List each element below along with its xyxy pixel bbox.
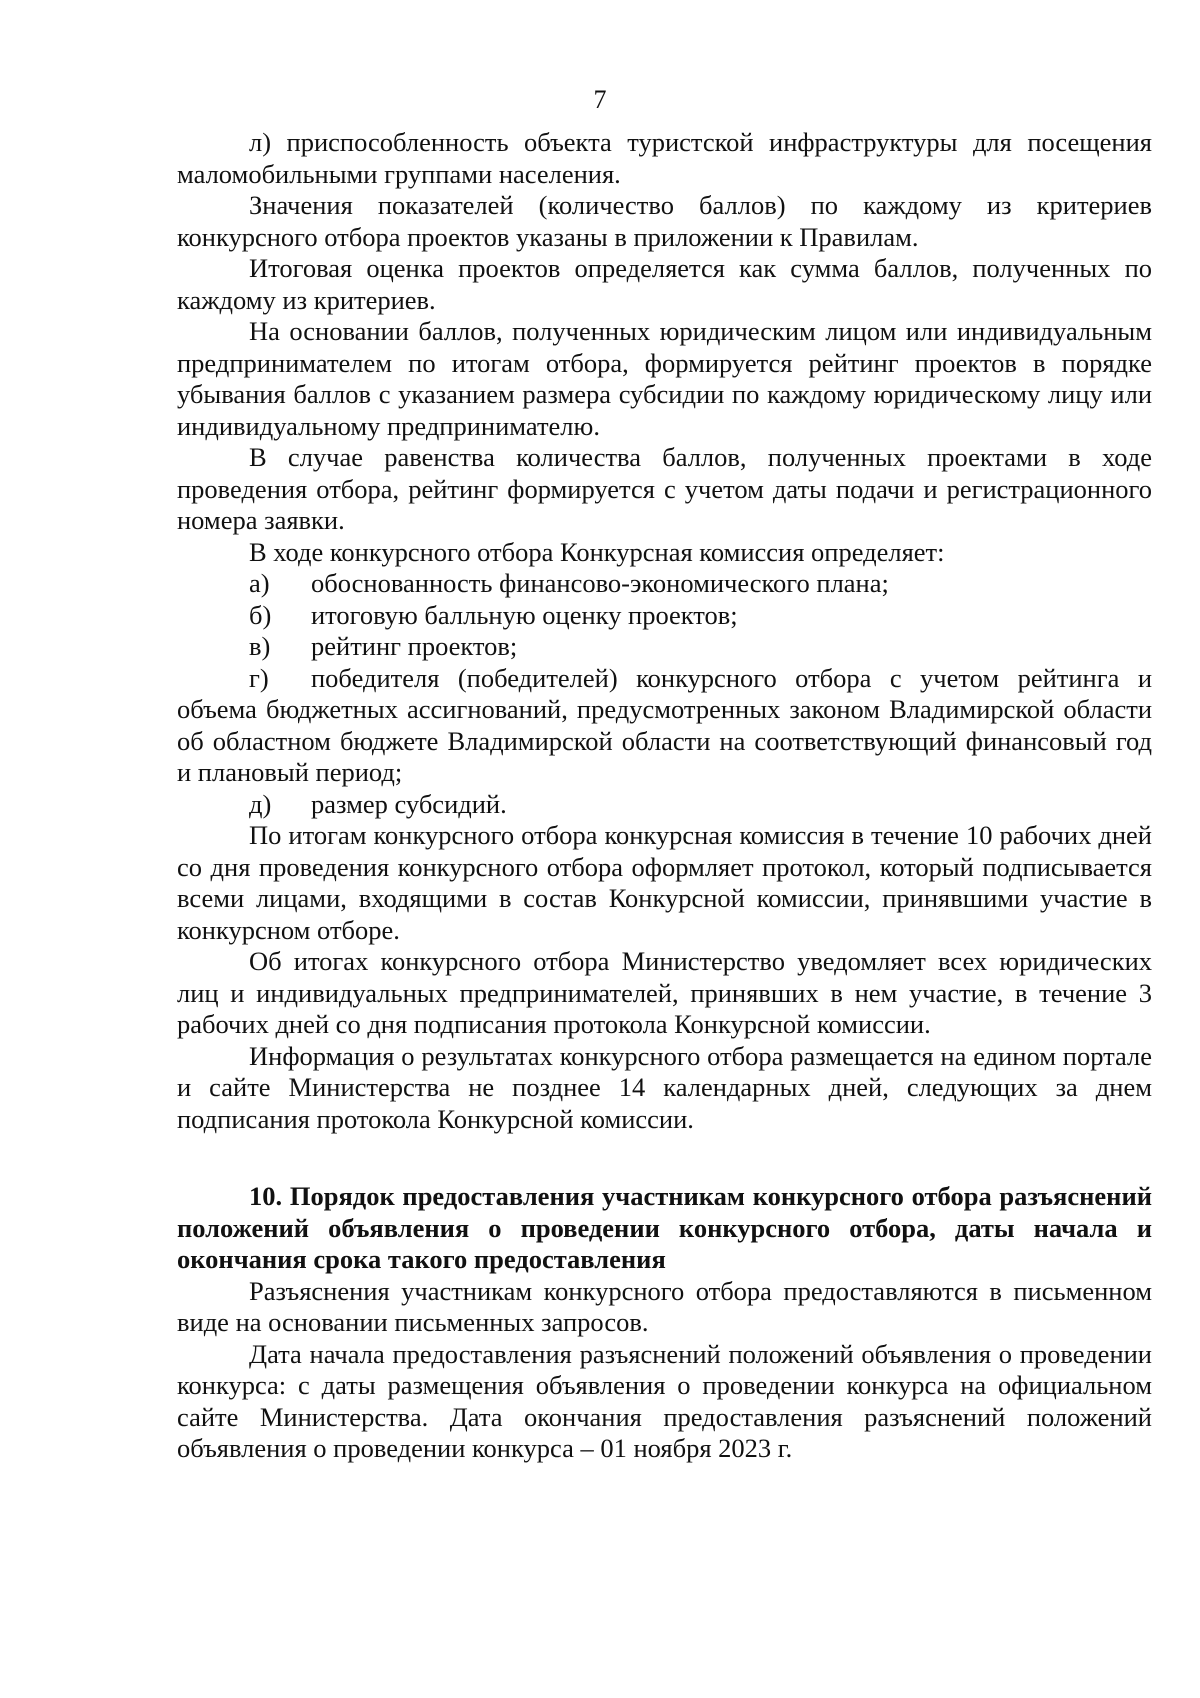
list-item-v — [177, 631, 1152, 663]
list-item-d — [177, 789, 1152, 821]
list-item-text: рейтинг проектов; — [311, 631, 518, 661]
list-marker: г) — [249, 662, 269, 693]
paragraph-criterion-l: л) приспособленность объекта туристской инфраструктуры для посещения маломобильными группами населения. — [177, 127, 1152, 189]
paragraph-protocol: По итогам конкурсного отбора конкурсная комиссия в течение 10 рабочих дней со дня проведения конкурсного отбора оформляет протокол, который подписывается всеми лицами, входящими в состав Конкурсной комиссии, принявшими участие в конкурсном отборе. — [177, 820, 1152, 945]
list-item-g — [177, 663, 1152, 789]
list-item-text: размер субсидий. — [311, 788, 507, 819]
list-item-a — [177, 568, 1152, 600]
paragraph-results-publication: Информация о результатах конкурсного отбора размещается на едином портале и сайте Министерства не позднее 14 календарных дней, следующих за днем подписания протокола Конкурсной комиссии. — [177, 1040, 1152, 1134]
paragraph-notification: Об итогах конкурсного отбора Министерство уведомляет всех юридических лиц и индивидуальных предпринимателей, принявших в нем участие, в течение 3 рабочих дней со дня подписания протокола Конкурсной комиссии. — [177, 946, 1152, 1039]
list-marker: а) — [249, 568, 270, 598]
list-marker: б) — [249, 599, 272, 630]
paragraph-final-score: Итоговая оценка проектов определяется как сумма баллов, полученных по каждому из критериев. — [177, 253, 1152, 315]
paragraph-rating-formation: На основании баллов, полученных юридическим лицом или индивидуальным предпринимателем по итогам отбора, формируется рейтинг проектов в порядке убывания баллов с указанием размера субсидии по каждому юридическому лицу или индивидуальному предпринимателю. — [177, 316, 1152, 441]
list-item-b — [177, 600, 1152, 632]
section-spacer — [177, 1135, 1152, 1181]
list-marker: д) — [249, 788, 272, 819]
page-number: 7 — [593, 85, 607, 114]
list-item-text: итоговую балльную оценку проектов; — [311, 599, 738, 630]
paragraph-equal-points: В случае равенства количества баллов, полученных проектами в ходе проведения отбора, рейтинг формируется с учетом даты подачи и регистрационного номера заявки. — [177, 442, 1152, 535]
list-item-text: победителя (победителей) конкурсного отбора с учетом рейтинга и объема бюджетных ассигнований, предусмотренных законом Владимирской области об областном бюджете Владимирской области на соответствующий финансовый год и плановый период; — [177, 662, 1152, 787]
paragraph-commission-determines: В ходе конкурсного отбора Конкурсная комиссия определяет: — [249, 536, 945, 567]
section-10-heading: 10. Порядок предоставления участникам конкурсного отбора разъяснений положений объявления о проведении конкурсного отбора, даты начала и окончания срока такого предоставления — [177, 1181, 1152, 1274]
paragraph-clarifications-written: Разъяснения участникам конкурсного отбора предоставляются в письменном виде на основании письменных запросов. — [177, 1275, 1152, 1337]
list-item-text: обоснованность финансово-экономического плана; — [311, 568, 889, 598]
paragraph-indicator-values: Значения показателей (количество баллов) по каждому из критериев конкурсного отбора проектов указаны в приложении к Правилам. — [177, 190, 1152, 252]
document-body — [177, 127, 1152, 1465]
paragraph-clarifications-dates: Дата начала предоставления разъяснений положений объявления о проведении конкурса: с даты размещения объявления о проведении конкурса на официальном сайте Министерства. Дата окончания предоставления разъяснений положений объявления о проведении конкурса – 01 ноября 2023 г. — [177, 1338, 1152, 1463]
list-marker: в) — [249, 631, 271, 661]
